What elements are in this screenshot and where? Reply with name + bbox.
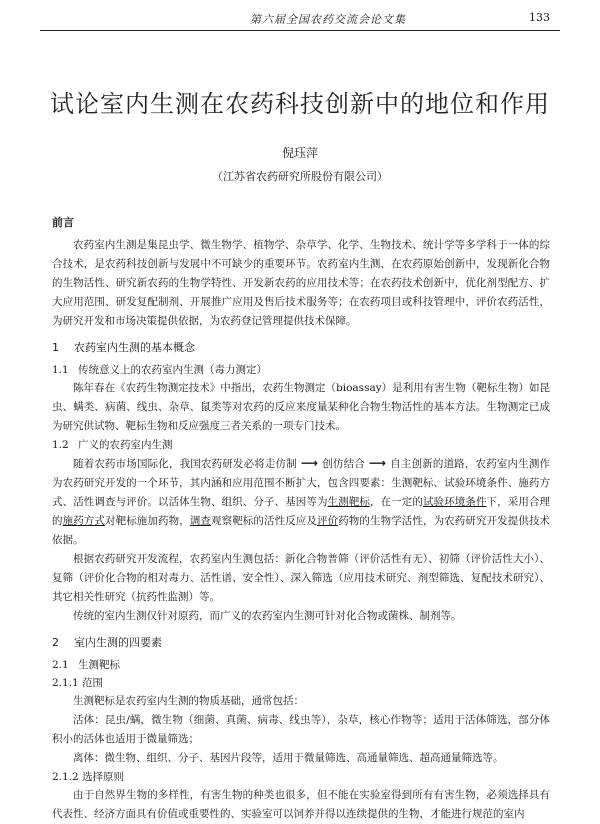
- text-run: 对靶标施加药物，: [105, 515, 190, 527]
- affiliation: （江苏省农药研究所股份有限公司）: [212, 170, 388, 183]
- section-number: 2.1.1: [52, 677, 79, 689]
- section-title: 室内生测的四要素: [74, 636, 162, 649]
- section-1-2-paragraph-1: [52, 454, 550, 550]
- underlined-term: 试验环境条件: [422, 496, 487, 508]
- text-run: ，在一定的: [369, 496, 423, 508]
- paper-title: 试论室内生测在农药科技创新中的地位和作用: [50, 90, 550, 118]
- section-number: 2.1: [52, 659, 69, 671]
- text-run: 观察靶标的活性反应及: [211, 515, 317, 527]
- underlined-term: 施药方式: [62, 515, 106, 527]
- preface-paragraph: 农药室内生测是集昆虫学、微生物学、植物学、杂草学、化学、生物技术、统计学等多学科于一体的综合技术，是农药科技创新与发展中不可缺少的重要环节。农药室内生测，在农药原始创新中，发现新化合物的生物活性、研究新农药的生物学特性、开发新农药的应用技术等；在农药技术创新中，优化剂型配方、扩大应用范围、研发复配制剂、开展推广应用及售后技术服务等；在农药项目或科技管理中，评价农药活性，为研究开发和市场决策提供依据，为农药登记管理提供技术保障。: [52, 239, 550, 327]
- section-2-1-1-paragraph-1: 生测靶标是农药室内生测的物质基础，通常包括：: [73, 695, 304, 707]
- section-2-1-1-paragraph-2: 活体：昆虫/螨，微生物（细菌、真菌、病毒、线虫等），杂草，核心作物等；适用于活体筛选，部分体积小的活体也适用于微量筛选；: [52, 714, 550, 745]
- section-title: 传统意义上的农药室内生测（毒力测定）: [78, 364, 267, 376]
- paper-body: [52, 208, 550, 824]
- arrow-right-icon: ⟶: [300, 456, 319, 470]
- author: 倪珏萍: [281, 146, 318, 160]
- section-2-1-1-paragraph-3: 离体：微生物、组织、分子、基因片段等，适用于微量筛选、高通量筛选、超高通量筛选等。: [73, 752, 504, 764]
- section-1-heading: [52, 339, 550, 357]
- section-2-1-2-paragraph-1: 由于自然界生物的多样性，有害生物的种类也很多，但不能在实验室得到所有有害生物，必须选择具有代表性、经济方面具有价值或重要性的、实验室可以饲养并得以连续提供的生物，才能进行规范的室内: [52, 789, 550, 820]
- section-title: 广义的农药室内生测: [78, 439, 173, 451]
- journal-title: 第六届全国农药交流会论文集: [250, 13, 406, 26]
- section-1-2-heading: [52, 436, 550, 454]
- underlined-term: 评价: [317, 515, 339, 527]
- section-1-1-heading: [52, 361, 550, 379]
- section-title: 生测靶标: [78, 659, 120, 671]
- underlined-term: 调查: [189, 515, 212, 527]
- section-number: 1.1: [52, 364, 69, 376]
- preface-heading: 前言: [52, 216, 74, 229]
- section-title: 范围: [82, 677, 103, 689]
- section-2-1-1-heading: [52, 674, 550, 692]
- text-run: 随着农药市场国际化，我国农药研发必将走仿制: [73, 458, 297, 470]
- section-2-heading: [52, 634, 550, 652]
- arrow-right-icon: ⟶: [368, 456, 387, 470]
- section-1-2-paragraph-3: 传统的室内生测仅针对原药，而广义的农药室内生测可针对化合物或菌株、制剂等。: [73, 610, 462, 622]
- text-run: 创仿结合: [322, 458, 365, 470]
- underlined-term: 生测靶标: [327, 496, 370, 508]
- page-number: 133: [529, 11, 550, 24]
- text-run: 药物的生物学活性，为农药研究开发提供技术依据。: [52, 515, 551, 546]
- section-number: 2: [52, 636, 59, 649]
- running-head: [40, 8, 560, 31]
- section-1-2-paragraph-2: 根据农药研究开发流程，农药室内生测包括：新化合物普筛（评价活性有无）、初筛（评价活性大小）、复筛（评价化合物的相对毒力、活性谱、安全性）、深入筛选（应用技术研究、剂型筛选、复配技术研究）、其它相关性研究（抗药性监测）等。: [52, 553, 550, 603]
- section-2-1-2-heading: [52, 768, 550, 786]
- section-2-1-heading: [52, 656, 550, 674]
- section-number: 1: [52, 341, 59, 354]
- text-run: 自主创新的道路，农药室内生测作为农药研究开发的一个环节，其内涵和应用范围不断扩大，包含四要素：生测靶标、试验环境条件、施药方式、活性调查与评价。以活体生物、组织、分子、基因等为: [52, 458, 551, 508]
- text-run: 下，采用合理的: [52, 496, 551, 527]
- section-number: 2.1.2: [52, 771, 79, 783]
- section-number: 1.2: [52, 439, 69, 451]
- section-1-1-paragraph: 陈年春在《农药生物测定技术》中指出，农药生物测定（bioassay）是利用有害生物（靶标生物）如昆虫、螨类、病菌、线虫、杂草、鼠类等对农药的反应来度量某种化合物生物活性的基本方法。生物测定已成为研究供试物、靶标生物和反应强度三者关系的一项专门技术。: [52, 382, 550, 432]
- section-title: 农药室内生测的基本概念: [74, 341, 195, 354]
- section-title: 选择原则: [82, 771, 124, 783]
